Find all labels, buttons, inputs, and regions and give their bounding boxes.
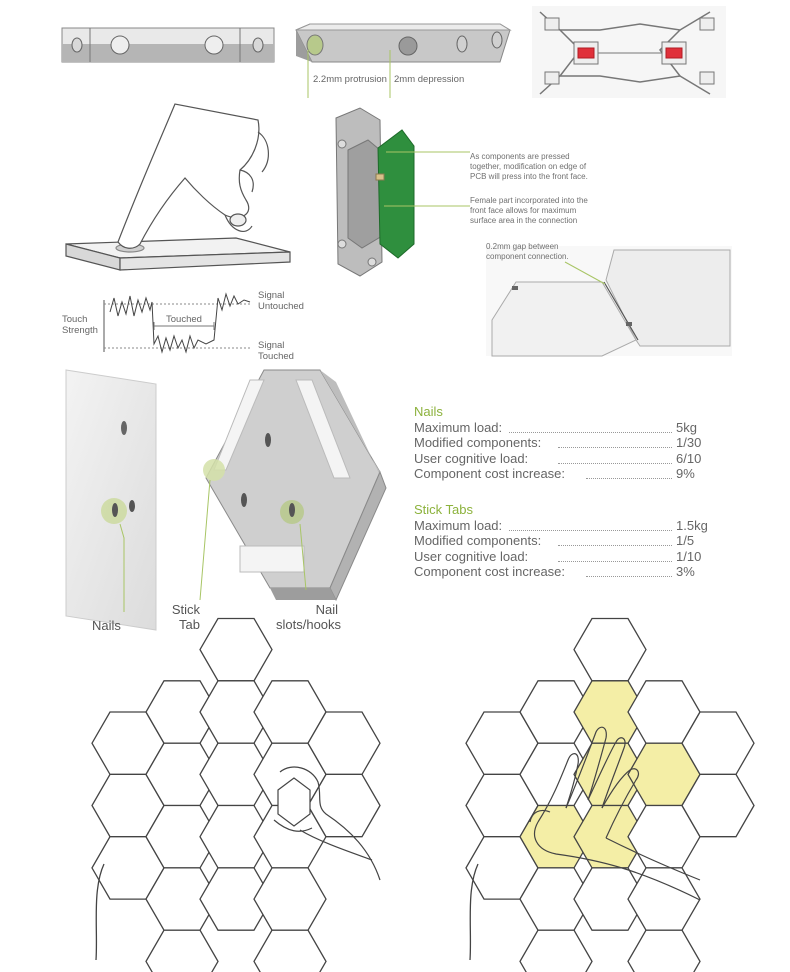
hex-tile <box>146 930 218 972</box>
touched-label: Touched <box>166 314 202 325</box>
spec-label: Maximum load: <box>414 517 503 533</box>
spec-value: 1/5 <box>676 533 695 548</box>
nails-label: Nails <box>92 618 121 633</box>
spec-leader <box>586 478 672 479</box>
spec-label: Modified components: <box>414 435 542 450</box>
stick-tab-label: Stick Tab <box>171 602 200 632</box>
hex-tile <box>628 930 700 972</box>
nail-slots-label: Nail slots/hooks <box>276 602 342 632</box>
spec-value: 1/30 <box>676 435 702 450</box>
spec-leader <box>586 576 672 577</box>
wall-with-nails <box>66 370 156 630</box>
pcb-exploded-view <box>336 108 470 276</box>
spec-label: Modified components: <box>414 533 542 548</box>
spec-leader <box>509 432 672 433</box>
spec-label: User cognitive load: <box>414 450 529 466</box>
spec-value: 6/10 <box>676 450 702 466</box>
spec-leader <box>558 545 672 546</box>
spec-value: 5kg <box>676 419 697 435</box>
spec-value: 1.5kg <box>676 517 708 533</box>
spec-value: 1/10 <box>676 548 702 564</box>
spec-table <box>414 404 714 604</box>
panel-edge-strip <box>62 28 274 62</box>
hex-tile <box>254 868 326 930</box>
spec-title-1: Stick Tabs <box>414 502 474 517</box>
spec-leader <box>558 463 672 464</box>
finger-touch-sketch <box>66 104 290 270</box>
hex-tile <box>200 619 272 681</box>
spec-title-0: Nails <box>414 404 443 419</box>
hex-tile <box>574 619 646 681</box>
spec-value: 9% <box>676 466 695 481</box>
depression-label: 2mm depression <box>394 74 465 85</box>
hex-gap-view <box>486 246 732 356</box>
protrusion-label: 2.2mm protrusion <box>313 74 387 85</box>
connector-closeup <box>532 6 726 98</box>
spec-leader <box>509 530 672 531</box>
gap-note: 0.2mm gap between component connection. <box>486 242 569 261</box>
hex-wall-left <box>92 619 380 972</box>
spec-label: Component cost increase: <box>414 564 566 579</box>
signal-untouched-label: Signal Untouched <box>258 290 304 312</box>
spec-label: User cognitive load: <box>414 548 529 564</box>
pcb-note-female: Female part incorporated into the front face allows for maximum surface area in the connection <box>470 196 588 225</box>
hex-tile <box>628 868 700 930</box>
spec-label: Component cost increase: <box>414 466 566 481</box>
hex-panel-back <box>200 370 386 600</box>
touch-strength-label: Touch Strength <box>62 314 98 336</box>
hex-tile <box>520 930 592 972</box>
hex-tile <box>254 930 326 972</box>
panel-side-block <box>296 24 510 98</box>
signal-touched-label: Signal Touched <box>258 340 294 362</box>
spec-label: Maximum load: <box>414 419 503 435</box>
pcb-note-press: As components are pressed together, modification on edge of PCB will press into the front face. <box>470 152 588 181</box>
spec-leader <box>558 561 672 562</box>
spec-leader <box>558 447 672 448</box>
spec-value: 3% <box>676 564 695 579</box>
